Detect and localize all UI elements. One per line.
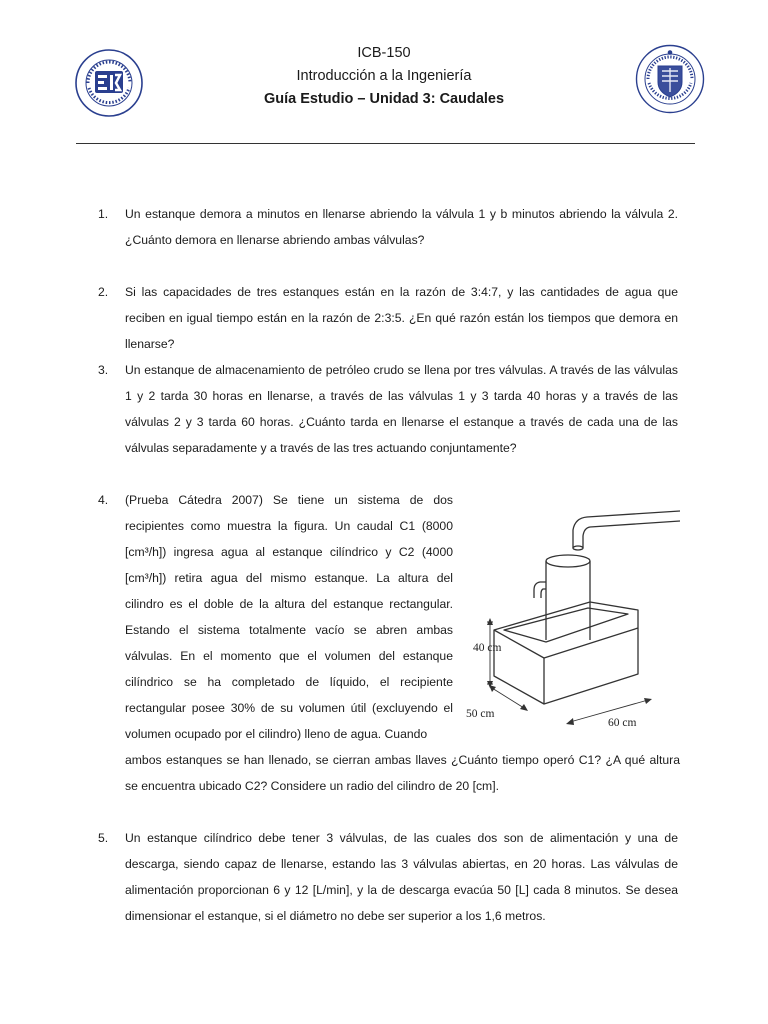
course-name: Introducción a la Ingeniería: [296, 68, 472, 84]
length-dimension-label: 60 cm: [608, 717, 637, 729]
question-text: Si las capacidades de tres estanques están en la razón de 3:4:7, y las cantidades de agua que reciben en igual tiempo están en la razón de 2:3:5. ¿En qué razón están los tiempos que demora en llenarse?: [125, 285, 678, 351]
question-text: Un estanque cilíndrico debe tener 3 válvulas, de las cuales dos son de alimentación y una de descarga, siendo capaz de llenarse, estando las 3 válvulas abiertas, en 20 horas. Las válvulas de alimentación proporcionan 6 y 12 [L/min], y la de descarga evacúa 50 [L] cada 8 minutos. Se desea dimensionar el estanque, si el diámetro no debe ser superior a los 1,6 metros.: [125, 831, 678, 923]
question-text: Un estanque de almacenamiento de petróleo crudo se llena por tres válvulas. A través de las válvulas 1 y 2 tarda 30 horas en llenarse, a través de las válvulas 1 y 3 tarda 40 horas y a través de las válvulas 2 y 3 tarda 60 horas. ¿Cuánto tarda en llenarse el estanque a través de cada una de las válvulas separadamente y a través de las tres actuando conjuntamente?: [125, 363, 678, 455]
question-number: 4.: [98, 493, 109, 507]
question-number: 2.: [98, 285, 109, 299]
document-header: [0, 42, 768, 111]
tank-diagram: [480, 490, 680, 740]
question-number: 5.: [98, 831, 109, 845]
tank-figure: [466, 490, 680, 740]
question-number: 1.: [98, 207, 109, 221]
depth-dimension-label: 50 cm: [466, 708, 495, 720]
course-code: ICB-150: [357, 45, 411, 61]
header-divider: [76, 143, 695, 144]
question-number: 3.: [98, 363, 109, 377]
question-text: Un estanque demora a minutos en llenarse abriendo la válvula 1 y b minutos abriendo la válvula 2. ¿Cuánto demora en llenarse abriendo ambas válvulas?: [125, 207, 678, 247]
question-4-continued: ambos estanques se han llenado, se cierran ambas llaves ¿Cuánto tiempo operó C1? ¿A qué altura se encuentra ubicado C2? Considere un radio del cilindro de 20 [cm].: [125, 753, 680, 793]
guide-title: Guía Estudio – Unidad 3: Caudales: [263, 91, 505, 107]
question-text: (Prueba Cátedra 2007) Se tiene un sistema de dos recipientes como muestra la figura. Un caudal C1 (8000 [cm³/h]) ingresa agua al estanque cilíndrico y C2 (4000 [cm³/h]) retira agua del mismo estanque. La altura del cilindro es el doble de la altura del estanque rectangular. Estando el sistema totalmente vacío se abren ambas válvulas. En el momento que el volumen del estanque cilíndrico se ha completado de líquido, el recipiente rectangular posee 30% de su volumen útil (excluyendo el volumen ocupado por el cilindro) lleno de agua. Cuando: [125, 493, 453, 741]
height-dimension-label: 40 cm: [473, 642, 502, 654]
